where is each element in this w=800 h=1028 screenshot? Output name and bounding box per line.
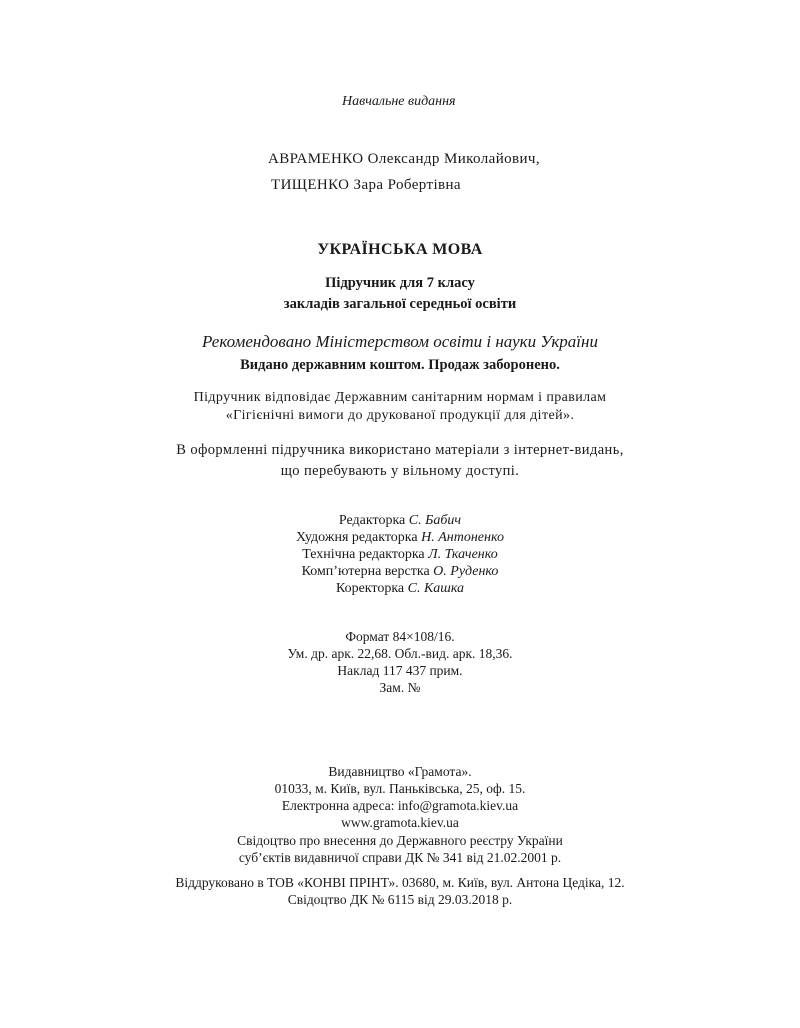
state-funded-notice: Видано державним коштом. Продаж заборонено. xyxy=(240,357,560,373)
book-subtitle-line2: закладів загальної середньої освіти xyxy=(283,296,517,312)
credit-role: Комп’ютерна верстка xyxy=(301,564,430,579)
publisher-registry-line2: суб’єктів видавничої справи ДК № 341 від 21.02.2001 р. xyxy=(238,850,562,865)
print-format: Формат 84×108/16. xyxy=(345,629,455,644)
recommendation: Рекомендовано Міністерством освіти і науки України xyxy=(202,332,598,351)
sanitary-note-line2: «Гігієнічні вимоги до друкованої продукції для дітей». xyxy=(225,408,575,423)
publisher-address: 01033, м. Київ, вул. Паньківська, 25, оф. 15. xyxy=(274,781,526,796)
book-subtitle-line1: Підручник для 7 класу xyxy=(325,275,475,291)
credit-person: С. Кашка xyxy=(407,581,465,596)
credit-editor xyxy=(0,514,800,528)
credit-person: С. Бабич xyxy=(408,513,462,528)
print-order: Зам. № xyxy=(379,680,421,695)
credit-art-editor xyxy=(0,531,800,545)
book-title: УКРАЇНСЬКА МОВА xyxy=(317,241,483,258)
author-1 xyxy=(268,152,540,167)
publisher-email: Електронна адреса: info@gramota.kiev.ua xyxy=(281,798,519,813)
publisher-name: Видавництво «Грамота». xyxy=(328,764,472,779)
credit-tech-editor xyxy=(0,548,800,562)
print-sheets: Ум. др. арк. 22,68. Обл.-вид. арк. 18,36. xyxy=(287,646,513,661)
author-2-surname: ТИЩЕНКО xyxy=(271,177,350,193)
materials-note-line1: В оформленні підручника використано матеріали з інтернет-видань, xyxy=(176,442,624,458)
printer-line1: Віддруковано в ТОВ «КОНВІ ПРІНТ». 03680, м. Київ, вул. Антона Цедіка, 12. xyxy=(175,875,625,890)
author-1-surname: АВРАМЕНКО xyxy=(268,151,364,167)
edition-type: Навчальне видання xyxy=(342,94,456,109)
materials-note-line2: що перебувають у вільному доступі. xyxy=(280,463,520,479)
printer-line2: Свідоцтво ДК № 6115 від 29.03.2018 р. xyxy=(287,892,513,907)
credit-person: Л. Ткаченко xyxy=(428,547,498,562)
publisher-registry-line1: Свідоцтво про внесення до Державного реєстру України xyxy=(237,833,563,848)
credit-person: О. Руденко xyxy=(433,564,499,579)
print-circulation: Наклад 117 437 прим. xyxy=(337,663,463,678)
credit-role: Технічна редакторка xyxy=(302,547,425,562)
author-2-name: Зара Робертівна xyxy=(353,177,461,193)
credit-person: Н. Антоненко xyxy=(421,530,504,545)
credit-role: Коректорка xyxy=(335,581,405,596)
credit-role: Редакторка xyxy=(338,513,406,528)
credit-layout xyxy=(0,565,800,579)
author-1-name: Олександр Миколайович, xyxy=(367,151,541,167)
author-2 xyxy=(271,178,461,193)
credit-proofreader xyxy=(0,582,800,596)
sanitary-note-line1: Підручник відповідає Державним санітарним нормам і правилам xyxy=(193,390,607,405)
credit-role: Художня редакторка xyxy=(296,530,418,545)
publisher-website: www.gramota.kiev.ua xyxy=(341,815,459,830)
